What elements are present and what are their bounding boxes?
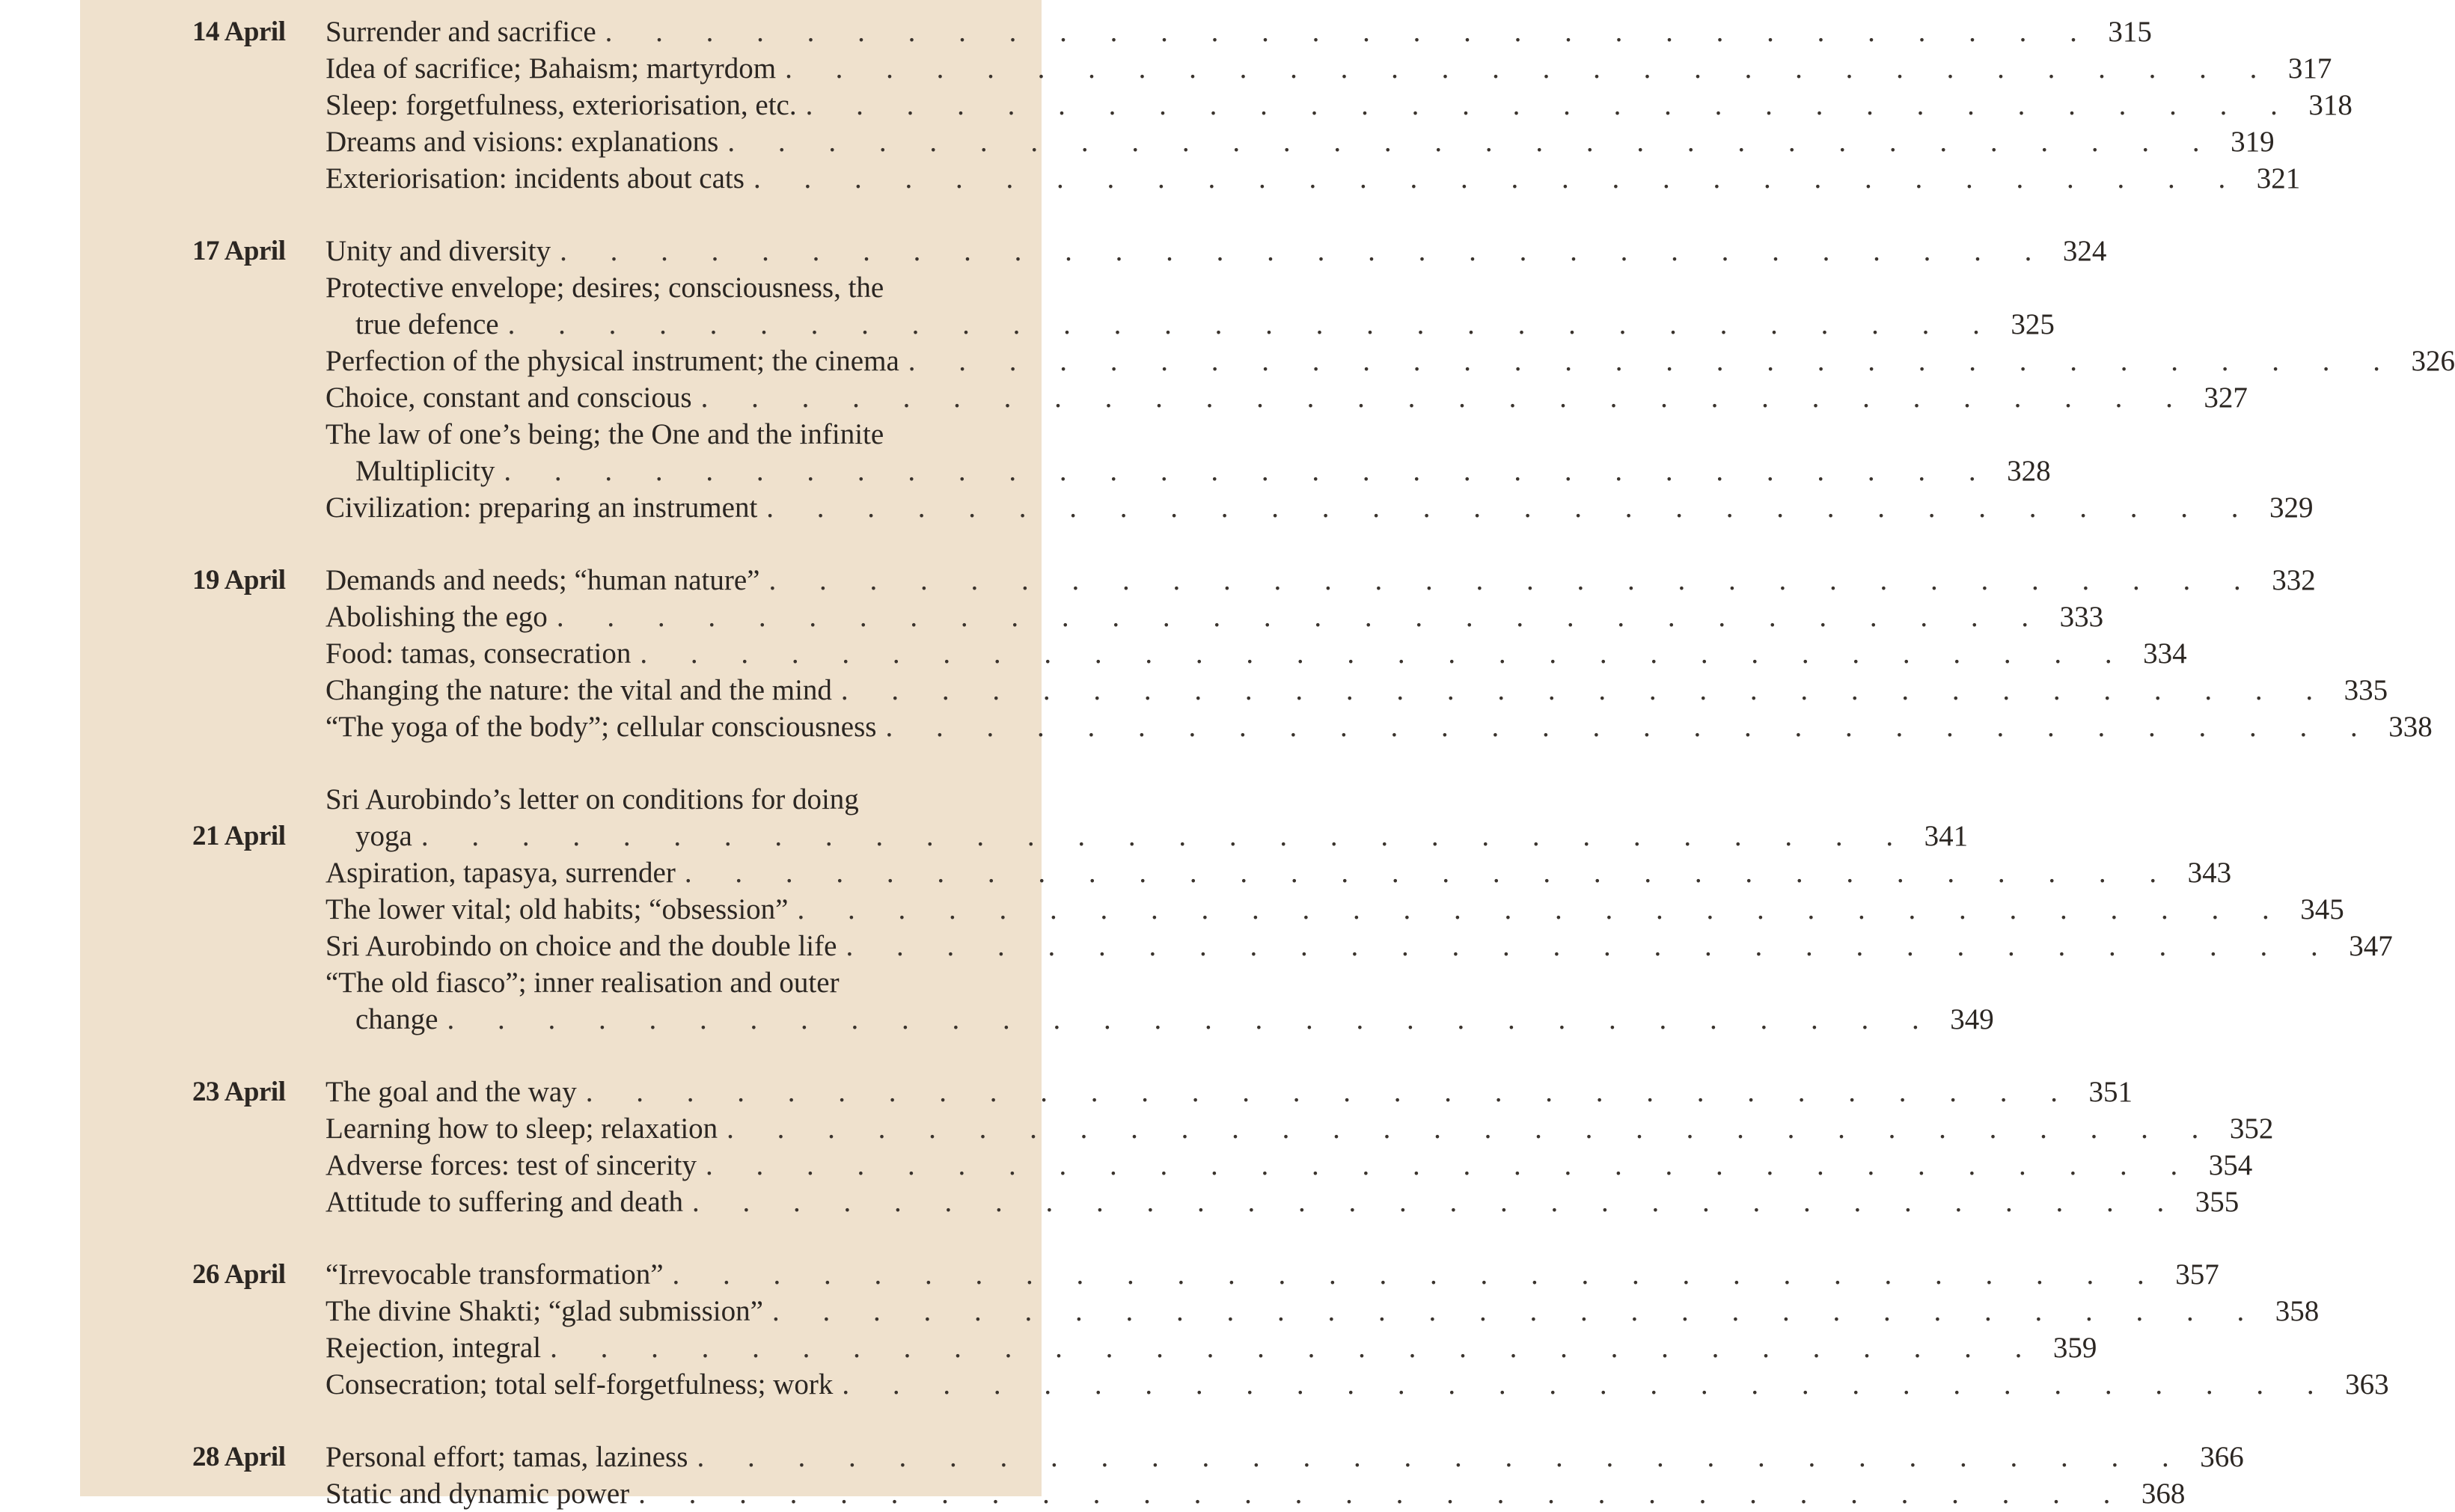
dot-leader: . . . . . . . . . . . . . . . . . . . . . . . . . . . . . . bbox=[846, 930, 2336, 962]
entry-title: Dreams and visions: explanations bbox=[325, 126, 719, 158]
toc-entry bbox=[192, 928, 2393, 964]
entry-title: Learning how to sleep; relaxation bbox=[325, 1112, 718, 1145]
entry-title: The goal and the way bbox=[325, 1076, 577, 1108]
toc-section bbox=[192, 13, 2352, 197]
page-number: 321 bbox=[2256, 162, 2301, 195]
entry-title: The divine Shakti; “glad submission” bbox=[325, 1295, 763, 1327]
toc-entry bbox=[192, 416, 2051, 489]
page-number: 352 bbox=[2229, 1112, 2274, 1145]
entry-date: 17 April bbox=[192, 236, 286, 266]
entry-title: Demands and needs; “human nature” bbox=[325, 564, 760, 596]
toc-entry bbox=[192, 1329, 2097, 1366]
entry-title: Surrender and sacrifice bbox=[325, 16, 596, 48]
entry-topic bbox=[325, 416, 1994, 489]
page-number: 357 bbox=[2175, 1258, 2219, 1291]
entry-title: The lower vital; old habits; “obsession” bbox=[325, 893, 789, 925]
toc-entry bbox=[192, 1439, 2244, 1475]
entry-title: Unity and diversity bbox=[325, 235, 551, 267]
book-page bbox=[80, 0, 2455, 1510]
dot-leader: . . . . . . . . . . . . . . . . . . . . . . . . . . . . . . bbox=[700, 382, 2191, 414]
page-number: 317 bbox=[2287, 52, 2332, 85]
entry-topic bbox=[325, 1475, 2128, 1512]
page-number: 319 bbox=[2231, 126, 2275, 158]
entry-topic bbox=[325, 1147, 2195, 1184]
entry-title: Adverse forces: test of sincerity bbox=[325, 1149, 697, 1181]
dot-leader: . . . . . . . . . . . . . . . . . . . . . . . . . . . . . . bbox=[771, 1295, 2263, 1327]
entry-date: 28 April bbox=[192, 1442, 286, 1472]
page-number: 333 bbox=[2059, 601, 2104, 633]
toc-entry bbox=[192, 964, 1994, 1038]
page-number: 358 bbox=[2275, 1295, 2320, 1327]
page-number: 347 bbox=[2349, 930, 2393, 962]
entry-title: Sleep: forgetfulness, exteriorisation, etc. bbox=[325, 89, 797, 121]
toc-section bbox=[192, 562, 2433, 745]
entry-title: Aspiration, tapasya, surrender bbox=[325, 857, 676, 889]
dot-leader: . . . . . . . . . . . . . . . . . . . . . . . . . . . . . . bbox=[507, 308, 1998, 340]
page-number: 315 bbox=[2108, 16, 2152, 48]
toc-entry bbox=[192, 708, 2433, 745]
dot-leader: . . . . . . . . . . . . . . . . . . . . . . . . . . . . . . bbox=[727, 1112, 2217, 1145]
toc-entry bbox=[192, 343, 2455, 379]
entry-title: Exteriorisation: incidents about cats bbox=[325, 162, 745, 195]
toc-entry bbox=[192, 269, 2055, 343]
entry-title: Civilization: preparing an instrument bbox=[325, 492, 758, 524]
toc-entry bbox=[192, 1256, 2219, 1293]
toc-entry bbox=[192, 489, 2314, 526]
entry-topic bbox=[325, 87, 2296, 123]
toc-entry bbox=[192, 1293, 2320, 1329]
toc-section bbox=[192, 233, 2455, 526]
toc-entry bbox=[192, 233, 2107, 269]
entry-title: Sri Aurobindo on choice and the double life bbox=[325, 930, 837, 962]
toc-entry bbox=[192, 379, 2248, 416]
dot-leader: . . . . . . . . . . . . . . . . . . . . . . . . . . . . . . bbox=[768, 564, 2259, 596]
entry-date: 19 April bbox=[192, 565, 286, 596]
entry-title: The law of one’s being; the One and the infinite bbox=[325, 418, 884, 450]
page-number: 324 bbox=[2062, 235, 2107, 267]
page-number: 341 bbox=[1924, 820, 1969, 852]
toc-entry bbox=[192, 1184, 2240, 1220]
dot-leader: . . . . . . . . . . . . . . . . . . . . . . . . . . . . . . bbox=[706, 1149, 2196, 1181]
entry-title: “Irrevocable transformation” bbox=[325, 1258, 664, 1291]
page-number: 345 bbox=[2300, 893, 2344, 925]
page-number: 359 bbox=[2052, 1332, 2097, 1364]
page-number: 325 bbox=[2011, 308, 2055, 340]
toc-entry bbox=[192, 1147, 2253, 1184]
entry-topic bbox=[325, 13, 2095, 50]
entry-topic bbox=[325, 1293, 2262, 1329]
page-number: 343 bbox=[2187, 857, 2232, 889]
entry-topic bbox=[325, 489, 2257, 526]
entry-topic bbox=[325, 1366, 2332, 1403]
dot-leader: . . . . . . . . . . . . . . . . . . . . . . . . . . . . . . bbox=[560, 235, 2050, 267]
toc-entry bbox=[192, 781, 1969, 854]
page-number: 318 bbox=[2308, 89, 2352, 121]
page-number: 363 bbox=[2345, 1368, 2389, 1401]
page-number: 368 bbox=[2141, 1478, 2186, 1510]
dot-leader: . . . . . . . . . . . . . . . . . . . . . . . . . . . . . . bbox=[785, 52, 2275, 85]
dot-leader: . . . . . . . . . . . . . . . . . . . . . . . . . . . . . . bbox=[556, 601, 2047, 633]
entry-title: Static and dynamic power bbox=[325, 1478, 630, 1510]
entry-title: Perfection of the physical instrument; the cinema bbox=[325, 345, 899, 377]
dot-leader: . . . . . . . . . . . . . . . . . . . . . . . . . . . . . . bbox=[697, 1441, 2187, 1473]
dot-leader: . . . . . . . . . . . . . . . . . . . . . . . . . . . . . . bbox=[447, 1003, 1937, 1035]
dot-leader: . . . . . . . . . . . . . . . . . . . . . . . . . . . . . . bbox=[421, 820, 1912, 852]
page-number: 355 bbox=[2195, 1186, 2240, 1218]
toc-entry bbox=[192, 160, 2301, 197]
page-number: 328 bbox=[2007, 455, 2051, 487]
toc-entry bbox=[192, 854, 2232, 891]
entry-topic bbox=[325, 1074, 2076, 1110]
entry-title-continued: true defence bbox=[355, 308, 499, 340]
entry-topic bbox=[325, 1439, 2187, 1475]
dot-leader: . . . . . . . . . . . . . . . . . . . . . . . . . . . . . . bbox=[753, 162, 2244, 195]
entry-topic bbox=[325, 233, 2049, 269]
toc-entry bbox=[192, 891, 2344, 928]
entry-title: Protective envelope; desires; consciousness, the bbox=[325, 272, 884, 304]
entry-title-continued: Multiplicity bbox=[355, 455, 495, 487]
toc-section bbox=[192, 1256, 2389, 1403]
entry-topic bbox=[325, 1256, 2162, 1293]
dot-leader: . . . . . . . . . . . . . . . . . . . . . . . . . . . . . . bbox=[692, 1186, 2183, 1218]
toc-entry bbox=[192, 87, 2352, 123]
entry-topic bbox=[325, 269, 1998, 343]
page-number: 329 bbox=[2269, 492, 2314, 524]
entry-title-continued: change bbox=[355, 1003, 438, 1035]
toc-entry bbox=[192, 50, 2332, 87]
dot-leader: . . . . . . . . . . . . . . . . . . . . . . . . . . . . . . bbox=[766, 492, 2257, 524]
dot-leader: . . . . . . . . . . . . . . . . . . . . . . . . . . . . . . bbox=[840, 674, 2332, 706]
toc-entry bbox=[192, 635, 2187, 672]
dot-leader: . . . . . . . . . . . . . . . . . . . . . . . . . . . . . . bbox=[885, 711, 2376, 743]
entry-title-continued: yoga bbox=[355, 820, 412, 852]
dot-leader: . . . . . . . . . . . . . . . . . . . . . . . . . . . . . . bbox=[908, 345, 2399, 377]
dot-leader: . . . . . . . . . . . . . . . . . . . . . . . . . . . . . . bbox=[638, 1478, 2129, 1510]
entry-title: Attitude to suffering and death bbox=[325, 1186, 683, 1218]
entry-topic bbox=[325, 635, 2130, 672]
page-number: 332 bbox=[2272, 564, 2316, 596]
page-number: 351 bbox=[2088, 1076, 2133, 1108]
entry-topic bbox=[325, 379, 2191, 416]
entry-title: Rejection, integral bbox=[325, 1332, 542, 1364]
page-number: 366 bbox=[2200, 1441, 2244, 1473]
page-number: 354 bbox=[2208, 1149, 2253, 1181]
entry-date: 14 April bbox=[192, 16, 286, 47]
toc-entry bbox=[192, 123, 2275, 160]
toc-entry bbox=[192, 1475, 2186, 1512]
toc-section bbox=[192, 1439, 2244, 1512]
page-number: 349 bbox=[1950, 1003, 1994, 1035]
entry-date: 21 April bbox=[192, 821, 286, 851]
entry-date: 26 April bbox=[192, 1259, 286, 1290]
toc-entry bbox=[192, 1366, 2389, 1403]
entry-topic bbox=[325, 562, 2259, 599]
dot-leader: . . . . . . . . . . . . . . . . . . . . . . . . . . . . . . bbox=[585, 1076, 2076, 1108]
page-number: 338 bbox=[2388, 711, 2433, 743]
entry-title: Idea of sacrifice; Bahaism; martyrdom bbox=[325, 52, 777, 85]
dot-leader: . . . . . . . . . . . . . . . . . . . . . . . . . . . . . . bbox=[672, 1258, 2162, 1291]
entry-topic bbox=[325, 964, 1937, 1038]
toc-section bbox=[192, 781, 2393, 1038]
entry-title: Food: tamas, consecration bbox=[325, 637, 632, 670]
page-number: 334 bbox=[2143, 637, 2187, 670]
toc-section bbox=[192, 1074, 2274, 1220]
dot-leader: . . . . . . . . . . . . . . . . . . . . . . . . . . . . . . bbox=[550, 1332, 2040, 1364]
entry-title: “The yoga of the body”; cellular consciousness bbox=[325, 711, 877, 743]
toc-entry bbox=[192, 562, 2316, 599]
entry-topic bbox=[325, 50, 2275, 87]
entry-title: Changing the nature: the vital and the mind bbox=[325, 674, 832, 706]
page-number: 335 bbox=[2344, 674, 2388, 706]
toc-entry bbox=[192, 13, 2152, 50]
dot-leader: . . . . . . . . . . . . . . . . . . . . . . . . . . . . . . bbox=[805, 89, 2296, 121]
entry-topic bbox=[325, 854, 2174, 891]
dot-leader: . . . . . . . . . . . . . . . . . . . . . . . . . . . . . . bbox=[640, 637, 2130, 670]
entry-topic bbox=[325, 160, 2243, 197]
entry-title: Abolishing the ego bbox=[325, 601, 548, 633]
entry-topic bbox=[325, 1110, 2216, 1147]
entry-title: Choice, constant and conscious bbox=[325, 382, 692, 414]
entry-topic bbox=[325, 672, 2331, 708]
entry-title: “The old fiasco”; inner realisation and outer bbox=[325, 967, 840, 999]
entry-topic bbox=[325, 1184, 2182, 1220]
entry-title: Personal effort; tamas, laziness bbox=[325, 1441, 688, 1473]
dot-leader: . . . . . . . . . . . . . . . . . . . . . . . . . . . . . . bbox=[727, 126, 2218, 158]
page-number: 326 bbox=[2411, 345, 2455, 377]
entry-topic bbox=[325, 599, 2046, 635]
entry-title: Consecration; total self-forgetfulness; work bbox=[325, 1368, 834, 1401]
dot-leader: . . . . . . . . . . . . . . . . . . . . . . . . . . . . . . bbox=[504, 455, 1994, 487]
entry-topic bbox=[325, 1329, 2040, 1366]
entry-topic bbox=[325, 123, 2218, 160]
entry-topic bbox=[325, 708, 2376, 745]
entry-title: Sri Aurobindo’s letter on conditions for doing bbox=[325, 783, 859, 815]
entry-topic bbox=[325, 343, 2398, 379]
toc-entry bbox=[192, 672, 2388, 708]
entry-topic bbox=[325, 781, 1911, 854]
dot-leader: . . . . . . . . . . . . . . . . . . . . . . . . . . . . . . bbox=[797, 893, 2287, 925]
entry-topic bbox=[325, 928, 2336, 964]
page-number: 327 bbox=[2204, 382, 2248, 414]
entry-date: 23 April bbox=[192, 1077, 286, 1107]
toc-entry bbox=[192, 1110, 2274, 1147]
dot-leader: . . . . . . . . . . . . . . . . . . . . . . . . . . . . . . bbox=[605, 16, 2095, 48]
table-of-contents bbox=[192, 13, 2455, 1512]
entry-topic bbox=[325, 891, 2287, 928]
toc-entry bbox=[192, 1074, 2133, 1110]
dot-leader: . . . . . . . . . . . . . . . . . . . . . . . . . . . . . . bbox=[684, 857, 2175, 889]
toc-entry bbox=[192, 599, 2104, 635]
dot-leader: . . . . . . . . . . . . . . . . . . . . . . . . . . . . . . bbox=[842, 1368, 2332, 1401]
